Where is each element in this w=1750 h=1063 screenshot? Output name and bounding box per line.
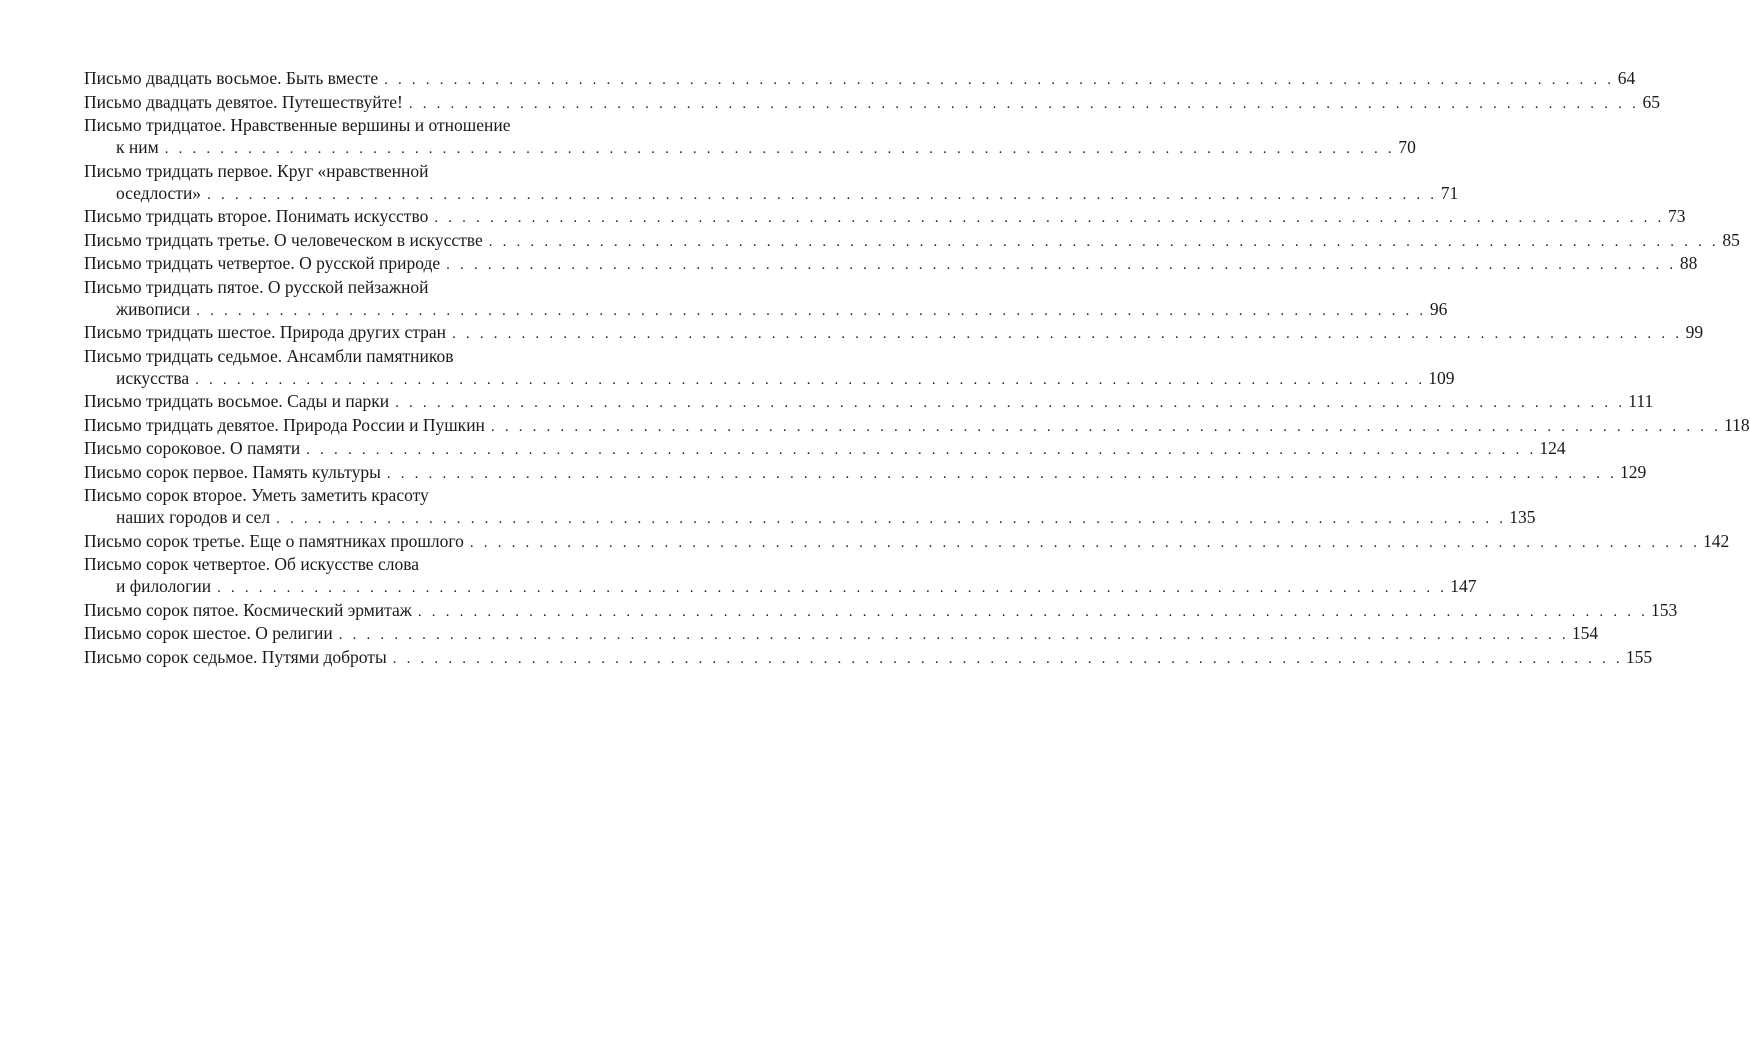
- toc-entry: [84, 622, 1599, 644]
- dot-leader: [446, 254, 1676, 276]
- toc-entry-title: Письмо тридцать пятое. О русской пейзажной: [84, 276, 429, 297]
- table-of-contents: [84, 67, 1750, 669]
- toc-entry-title: Письмо двадцать девятое. Путешествуйте!: [84, 91, 403, 112]
- dot-leader: [395, 392, 1625, 414]
- dot-leader: [491, 416, 1721, 438]
- dot-leader: [384, 69, 1614, 91]
- toc-line: [84, 205, 1686, 227]
- toc-entry: [84, 114, 1416, 158]
- toc-entry-title-continuation: наших городов и сел: [116, 507, 271, 527]
- dot-leader: [195, 369, 1425, 391]
- toc-line-continuation: [84, 506, 1536, 528]
- toc-line: [84, 67, 1636, 89]
- toc-page-number: 88: [1679, 253, 1698, 273]
- toc-page-number: 64: [1617, 68, 1636, 88]
- toc-line-continuation: [84, 575, 1477, 597]
- toc-page-number: 70: [1398, 137, 1416, 157]
- dot-leader: [470, 532, 1700, 554]
- toc-line-continuation: [84, 298, 1448, 320]
- toc-line: [84, 276, 579, 298]
- toc-line: [84, 229, 1740, 251]
- toc-entry: [84, 461, 1647, 483]
- toc-entry-title: Письмо тридцать седьмое. Ансамбли памятников: [84, 345, 454, 366]
- toc-page-number: 73: [1668, 206, 1686, 226]
- toc-entry-title: Письмо тридцать шестое. Природа других стран: [84, 322, 447, 342]
- toc-line-continuation: [84, 367, 1455, 389]
- dot-leader: [165, 138, 1395, 160]
- toc-line: [84, 530, 1730, 552]
- toc-entry: [84, 67, 1636, 89]
- dot-leader: [217, 577, 1447, 599]
- toc-entry: [84, 345, 1455, 389]
- toc-entry-title: Письмо тридцать третье. О человеческом в искусстве: [84, 229, 483, 250]
- toc-page-number: 71: [1440, 182, 1459, 203]
- toc-entry: [84, 205, 1686, 227]
- toc-entry-title-continuation: искусства: [116, 367, 190, 388]
- toc-entry-title-continuation: и филологии: [116, 576, 212, 596]
- toc-entry-title: Письмо тридцать второе. Понимать искусство: [84, 206, 429, 226]
- toc-line: [84, 345, 579, 367]
- dot-leader: [434, 207, 1664, 229]
- dot-leader: [418, 601, 1648, 623]
- toc-line: [84, 321, 1704, 343]
- toc-entry: [84, 229, 1740, 251]
- toc-page-number: 129: [1620, 461, 1647, 482]
- toc-entry-title: Письмо тридцатое. Нравственные вершины и отношение: [84, 115, 511, 135]
- dot-leader: [207, 184, 1437, 206]
- toc-entry: [84, 437, 1566, 459]
- toc-line: [84, 160, 579, 182]
- toc-line: [84, 252, 1698, 274]
- toc-entry-title: Письмо сорок третье. Еще о памятниках прошлого: [84, 530, 464, 551]
- toc-entry-title: Письмо сорок пятое. Космический эрмитаж: [84, 599, 412, 620]
- dot-leader: [452, 323, 1682, 345]
- toc-line: [84, 114, 579, 136]
- toc-entry-title: Письмо сорок первое. Память культуры: [84, 461, 381, 482]
- toc-line: [84, 484, 579, 506]
- toc-entry: [84, 646, 1653, 668]
- toc-entry-title: Письмо сорок шестое. О религии: [84, 623, 333, 643]
- toc-page-number: 124: [1539, 438, 1566, 458]
- toc-page-number: 142: [1703, 530, 1730, 551]
- toc-page-number: 111: [1628, 391, 1654, 411]
- dot-leader: [409, 93, 1639, 115]
- dot-leader: [196, 300, 1426, 322]
- toc-page-number: 99: [1685, 322, 1704, 342]
- toc-entry: [84, 276, 1448, 320]
- dot-leader: [306, 439, 1536, 461]
- toc-line: [84, 91, 1660, 113]
- toc-line: [84, 599, 1678, 621]
- toc-page-number: 154: [1571, 623, 1599, 643]
- dot-leader: [339, 624, 1569, 646]
- toc-entry-title: Письмо сорок второе. Уметь заметить красоту: [84, 485, 429, 505]
- dot-leader: [489, 231, 1719, 253]
- toc-entry: [84, 390, 1654, 412]
- toc-entry-title: Письмо тридцать первое. Круг «нравственной: [84, 160, 429, 181]
- toc-line: [84, 553, 579, 575]
- toc-page-number: 155: [1625, 646, 1653, 667]
- toc-page-number: 96: [1429, 298, 1448, 319]
- toc-entry: [84, 252, 1698, 274]
- toc-line: [84, 437, 1566, 459]
- toc-page-number: 153: [1651, 599, 1678, 620]
- toc-entry-title: Письмо сорок седьмое. Путями доброты: [84, 646, 387, 667]
- toc-entry-title-continuation: оседлости»: [116, 182, 202, 203]
- toc-entry: [84, 321, 1704, 343]
- toc-page-number: 118: [1724, 414, 1750, 435]
- toc-page-number: 135: [1509, 507, 1536, 527]
- toc-page-number: 85: [1722, 229, 1740, 250]
- toc-entry-title: Письмо тридцать четвертое. О русской природе: [84, 253, 441, 273]
- toc-entry: [84, 91, 1660, 113]
- toc-entry: [84, 599, 1678, 621]
- toc-line-continuation: [84, 136, 1416, 158]
- toc-page-number: 109: [1428, 367, 1455, 388]
- toc-line: [84, 646, 1653, 668]
- dot-leader: [393, 648, 1623, 670]
- toc-entry-title-continuation: к ним: [116, 137, 159, 157]
- toc-entry: [84, 160, 1459, 204]
- dot-leader: [276, 508, 1506, 530]
- toc-entry: [84, 484, 1536, 528]
- toc-line: [84, 414, 1750, 436]
- toc-entry-title: Письмо тридцать девятое. Природа России и Пушкин: [84, 414, 485, 435]
- toc-entry-title-continuation: живописи: [116, 298, 191, 319]
- toc-entry: [84, 530, 1730, 552]
- toc-entry-title: Письмо тридцать восьмое. Сады и парки: [84, 391, 390, 411]
- toc-entry: [84, 414, 1750, 436]
- toc-entry-title: Письмо сорок четвертое. Об искусстве слова: [84, 554, 419, 574]
- toc-line-continuation: [84, 182, 1459, 204]
- toc-entry-title: Письмо двадцать восьмое. Быть вместе: [84, 68, 379, 88]
- toc-line: [84, 622, 1599, 644]
- toc-page-number: 65: [1642, 91, 1660, 112]
- dot-leader: [387, 463, 1617, 485]
- toc-entry-title: Письмо сороковое. О памяти: [84, 438, 301, 458]
- toc-entry: [84, 553, 1477, 597]
- toc-line: [84, 461, 1647, 483]
- toc-line: [84, 390, 1654, 412]
- toc-page-number: 147: [1450, 576, 1477, 596]
